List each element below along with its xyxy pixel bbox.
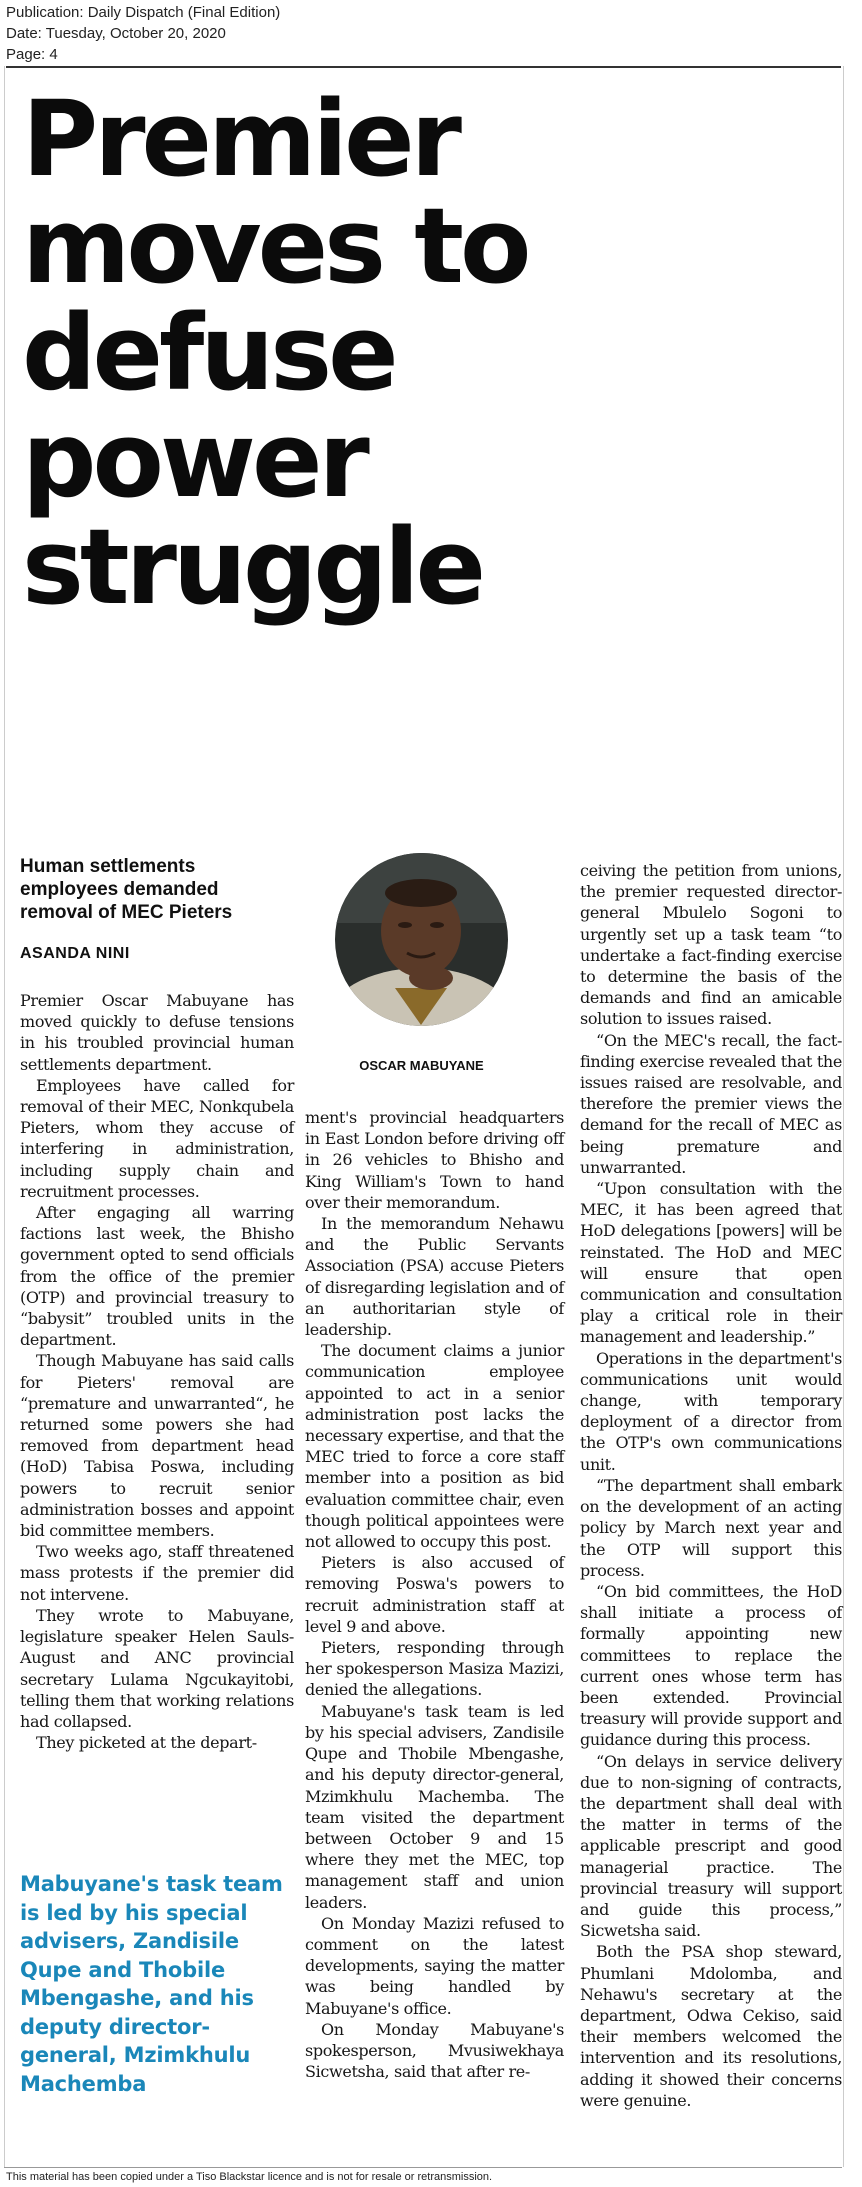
paragraph: Pieters, responding through her spokesperson Masiza Mazizi, denied the allegations. bbox=[305, 1638, 564, 1700]
headline-line: defuse bbox=[22, 292, 395, 414]
paragraph: “Upon consultation with the MEC, it has been agreed that HoD delegations [powers] will be reinstated. The HoD and MEC will ensure that open communication and consultation play a critical role in their management and leadership.” bbox=[580, 1179, 842, 1347]
paragraph: Two weeks ago, staff threatened mass protests if the premier did not intervene. bbox=[20, 1542, 294, 1604]
headline-line: power bbox=[22, 399, 366, 521]
article-column-3 bbox=[580, 860, 842, 2111]
paragraph: ceiving the petition from unions, the premier requested director-general Mbulelo Sogoni to urgently set up a task team “to undertake a fact-finding exercise to determine the basis of the demands and find an amicable solution to issues raised. bbox=[580, 861, 842, 1029]
publication-line: Publication: Daily Dispatch (Final Edition) bbox=[6, 4, 281, 21]
subheading: Human settlements employees demanded removal of MEC Pieters bbox=[20, 856, 233, 923]
paragraph: “On the MEC's recall, the fact-finding exercise revealed that the issues raised are resolvable, and therefore the premier views the demand for the recall of MEC as being premature and unwarranted. bbox=[580, 1030, 842, 1177]
top-divider bbox=[6, 66, 841, 68]
paragraph: Premier Oscar Mabuyane has moved quickly to defuse tensions in his troubled provincial human settlements department. bbox=[20, 991, 294, 1074]
paragraph: Pieters is also accused of removing Poswa's powers to recruit administration staff at level 9 and above. bbox=[305, 1553, 564, 1636]
paragraph: On Monday Mazizi refused to comment on the latest developments, saying the matter was being handled by Mabuyane's office. bbox=[305, 1913, 564, 2018]
paragraph: “The department shall embark on the development of an acting policy by March next year and the OTP will support this process. bbox=[580, 1475, 842, 1580]
article-column-1 bbox=[20, 990, 294, 1753]
paragraph: On Monday Mabuyane's spokesperson, Mvusiwekhaya Sicwetsha, said that after re- bbox=[305, 2019, 564, 2082]
paragraph: They wrote to Mabuyane, legislature speaker Helen Sauls-August and ANC provincial secretary Lulama Ngcukayitobi, telling them that working relations had collapsed. bbox=[20, 1605, 294, 1731]
paragraph: Operations in the department's communications unit would change, with temporary deployment of a director from the OTP's own communications unit. bbox=[580, 1348, 842, 1474]
paragraph: Though Mabuyane has said calls for Pieters' removal are “premature and unwarranted“, he returned some powers she had removed from department head (HoD) Tabisa Poswa, including powers to recruit senior administration bosses and appoint bid committee members. bbox=[20, 1351, 294, 1541]
footer-divider bbox=[4, 2167, 842, 2168]
publication-meta bbox=[6, 2, 280, 65]
article-column-2 bbox=[305, 1107, 564, 2082]
paragraph: They picketed at the depart- bbox=[36, 1733, 257, 1753]
paragraph: Both the PSA shop steward, Phumlani Mdolomba, and Nehawu's secretary at the department, Odwa Cekiso, said their members welcomed the intervention and its resolutions, adding it showed their concerns were genuine. bbox=[580, 1942, 842, 2110]
paragraph: Employees have called for removal of their MEC, Nonkqubela Pieters, whom they accuse of interfering in administration, including supply chain and recruitment processes. bbox=[20, 1075, 294, 1201]
photo-caption: OSCAR MABUYANE bbox=[359, 1058, 484, 1073]
paragraph: “On delays in service delivery due to non-signing of contracts, the department shall deal with the matter in terms of the applicable prescript and good managerial practice. The provincial treasury will support and guide this process,” Sicwetsha said. bbox=[580, 1751, 842, 1941]
portrait-illustration bbox=[335, 853, 508, 1026]
headline-line: Premier bbox=[22, 78, 458, 200]
page-line: Page: 4 bbox=[6, 46, 58, 63]
paragraph: ment's provincial headquarters in East London before driving off in 26 vehicles to Bhisho and King William's Town to hand over their memorandum. bbox=[305, 1108, 564, 1212]
byline: ASANDA NINI bbox=[20, 945, 130, 962]
paragraph: The document claims a junior communication employee appointed to act in a senior administration post lacks the necessary expertise, and that the MEC tried to force a core staff member into a position as bid evaluation committee chair, even though political appointees were not allowed to occupy this post. bbox=[305, 1341, 564, 1552]
headline bbox=[22, 78, 842, 628]
date-line: Date: Tuesday, October 20, 2020 bbox=[6, 25, 226, 42]
paragraph: Mabuyane's task team is led by his special advisers, Zandisile Qupe and Thobile Mbengashe, and his deputy director-general, Mzimkhulu Machemba. The team visited the department between October 9 and 15 where they met the MEC, top management staff and union leaders. bbox=[305, 1701, 564, 1912]
paragraph: After engaging all warring factions last week, the Bhisho government opted to send officials from the office of the premier (OTP) and provincial treasury to “babysit” troubled units in the department. bbox=[20, 1203, 294, 1350]
headline-line: moves to bbox=[22, 185, 528, 307]
paragraph: In the memorandum Nehawu and the Public Servants Association (PSA) accuse Pieters of disregarding legislation and of an authoritarian style of leadership. bbox=[305, 1214, 564, 1340]
paragraph: “On bid committees, the HoD shall initiate a process of formally appointing new committees to replace the current ones whose term has been extended. Provincial treasury will provide support and guidance during this process. bbox=[580, 1581, 842, 1750]
license-footer: This material has been copied under a Tiso Blackstar licence and is not for resale or retransmission. bbox=[6, 2171, 493, 2183]
headline-line: struggle bbox=[22, 506, 483, 628]
portrait-photo bbox=[335, 853, 508, 1026]
pull-quote: Mabuyane's task team is led by his special advisers, Zandisile Qupe and Thobile Mbengashe, and his deputy director-general, Mzimkhulu Machemba bbox=[20, 1872, 283, 2096]
